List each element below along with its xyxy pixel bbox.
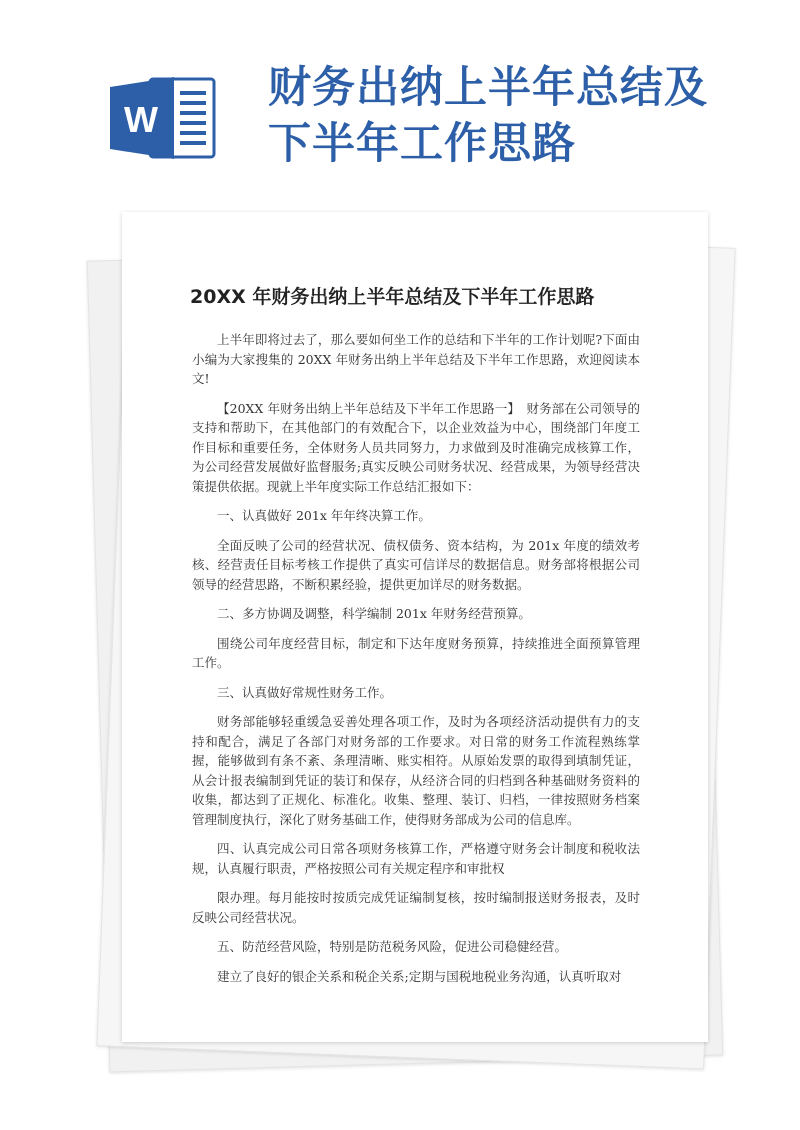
paragraph: 全面反映了公司的经营状况、债权债务、资本结构，为 201x 年度的绩效考核、经营责任目标考核工作提供了真实可信详尽的数据信息。财务部将根据公司领导的经营思路，不断积累经验，提供更加详尽的财务数据。 <box>192 537 640 592</box>
document-title: 20XX 年财务出纳上半年总结及下半年工作思路 <box>190 286 595 308</box>
paragraph: 【20XX 年财务出纳上半年总结及下半年工作思路一】 财务部在公司领导的支持和帮助下，在其他部门的有效配合下，以企业效益为中心，围绕部门年度工作目标和重要任务，全体财务人员共同努力，力求做到及时准确完成核算工作，为公司经营发展做好监督服务;真实反映公司财务状况、经营成果，为领导经营决策提供依据。现就上半年度实际工作总结汇报如下： <box>192 400 640 494</box>
paragraph: 财务部能够轻重缓急妥善处理各项工作，及时为各项经济活动提供有力的支持和配合，满足了各部门对财务部的工作要求。对日常的财务工作流程熟练掌握，能够做到有条不紊、条理清晰、账实相符。从原始发票的取得到填制凭证，从会计报表编制到凭证的装订和保存，从经济合同的归档到各种基础财务资料的收集，都达到了正规化、标准化。收集、整理、装订、归档，一律按照财务档案管理制度执行，深化了财务基础工作，使得财务部成为公司的信息库。 <box>192 714 640 827</box>
paragraph: 限办理。每月能按时按质完成凭证编制复核，按时编制报送财务报表，及时反映公司经营状况。 <box>192 890 640 925</box>
hero-title-line-1: 财务出纳上半年总结及 <box>268 63 708 113</box>
section-heading: 二、多方协调及调整，科学编制 201x 年财务经营预算。 <box>217 606 531 621</box>
section-heading: 五、防范经营风险，特别是防范税务风险，促进公司稳健经营。 <box>217 939 568 954</box>
paragraph: 四、认真完成公司日常各项财务核算工作，严格遵守财务会计制度和税收法规，认真履行职责，严格按照公司有关规定程序和审批权 <box>192 841 640 876</box>
document-page <box>122 212 708 1042</box>
header-banner <box>0 0 800 210</box>
document-body <box>192 330 640 996</box>
section-heading: 一、认真做好 201x 年年终决算工作。 <box>217 508 431 523</box>
paragraph: 上半年即将过去了，那么要如何坐工作的总结和下半年的工作计划呢?下面由小编为大家搜集的 20XX 年财务出纳上半年总结及下半年工作思路，欢迎阅读本文! <box>192 332 640 386</box>
word-document-icon <box>110 75 220 161</box>
paragraph: 围绕公司年度经营目标，制定和下达年度财务预算，持续推进全面预算管理工作。 <box>192 635 640 670</box>
hero-title <box>268 60 748 172</box>
hero-title-line-2: 下半年工作思路 <box>268 119 576 169</box>
section-heading: 三、认真做好常规性财务工作。 <box>217 684 393 700</box>
word-icon-letter: W <box>124 99 158 140</box>
paragraph: 建立了良好的银企关系和税企关系;定期与国税地税业务沟通，认真听取对 <box>217 968 622 984</box>
